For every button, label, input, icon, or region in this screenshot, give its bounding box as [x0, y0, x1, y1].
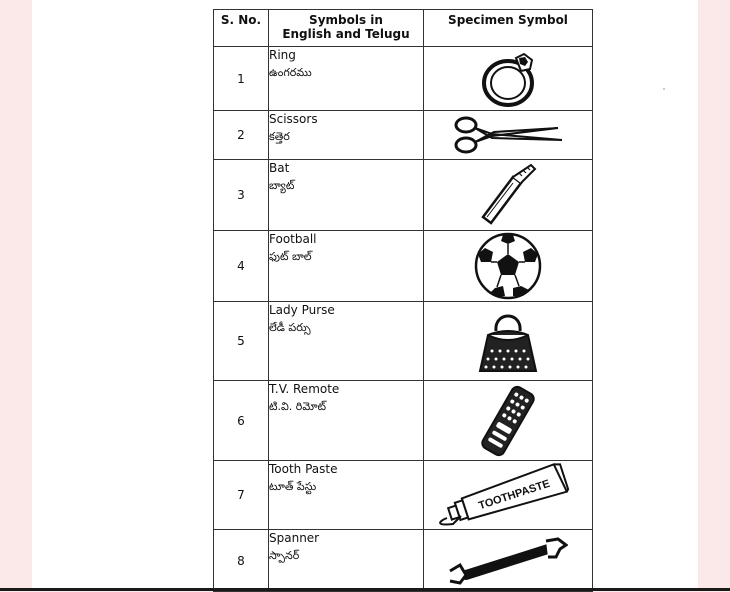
table-row [214, 302, 593, 381]
table-row [214, 530, 593, 592]
symbol-name-cell [269, 231, 424, 302]
symbol-name-cell [269, 111, 424, 160]
specimen-cell [424, 530, 593, 592]
serial-number: 2 [214, 111, 269, 160]
serial-number: 7 [214, 461, 269, 530]
symbol-name-cell [269, 530, 424, 592]
english-name: Lady Purse [269, 303, 335, 317]
specimen-cell [424, 111, 593, 160]
english-name: Scissors [269, 112, 318, 126]
telugu-name: బ్యాట్ [269, 179, 295, 192]
english-name: Tooth Paste [269, 462, 338, 476]
header-specimen-symbol: Specimen Symbol [424, 10, 593, 47]
tv-remote-icon [471, 384, 545, 458]
symbol-name-cell [269, 160, 424, 231]
english-name: T.V. Remote [269, 382, 340, 396]
symbols-table [213, 9, 593, 592]
document-page [32, 0, 698, 588]
symbol-name-cell [269, 302, 424, 381]
header-symbols-label: Symbols in English and Telugu [282, 13, 410, 41]
specimen-cell [424, 381, 593, 461]
table-row [214, 111, 593, 160]
spanner-icon [448, 537, 568, 585]
telugu-name: ఉంగరము [269, 66, 312, 79]
serial-number: 4 [214, 231, 269, 302]
header-serial-number: S. No. [214, 10, 269, 47]
table-header-row [214, 10, 593, 47]
toothpaste-label: TOOTHPASTE [477, 477, 552, 513]
table-row [214, 160, 593, 231]
english-name: Football [269, 232, 317, 246]
specimen-cell [424, 160, 593, 231]
telugu-name: ఫుట్ బాల్ [269, 250, 312, 263]
header-symbols-names [269, 10, 424, 47]
telugu-name: టూత్ పేస్టు [269, 480, 317, 493]
scissors-icon [452, 114, 564, 156]
scan-dot [663, 88, 665, 90]
symbol-name-cell [269, 381, 424, 461]
table-row [214, 461, 593, 530]
serial-number: 8 [214, 530, 269, 592]
lady-purse-icon [472, 305, 544, 377]
serial-number: 6 [214, 381, 269, 461]
english-name: Ring [269, 48, 296, 62]
table-row [214, 47, 593, 111]
telugu-name: కత్తెర [269, 130, 290, 143]
english-name: Spanner [269, 531, 320, 545]
table-row [214, 231, 593, 302]
table-row [214, 381, 593, 461]
specimen-cell [424, 302, 593, 381]
serial-number: 1 [214, 47, 269, 111]
specimen-cell [424, 47, 593, 111]
telugu-name: టి.వి. రిమోట్ [269, 400, 326, 413]
telugu-name: స్పానర్ [269, 549, 300, 562]
symbol-name-cell [269, 461, 424, 530]
symbol-name-cell [269, 47, 424, 111]
english-name: Bat [269, 161, 290, 175]
serial-number: 5 [214, 302, 269, 381]
telugu-name: లేడీ పర్సు [269, 321, 311, 334]
serial-number: 3 [214, 160, 269, 231]
specimen-cell [424, 461, 593, 530]
ring-icon [478, 50, 538, 108]
specimen-cell [424, 231, 593, 302]
toothpaste-icon [433, 462, 583, 528]
cricket-bat-icon [473, 163, 543, 227]
football-icon [473, 232, 543, 300]
